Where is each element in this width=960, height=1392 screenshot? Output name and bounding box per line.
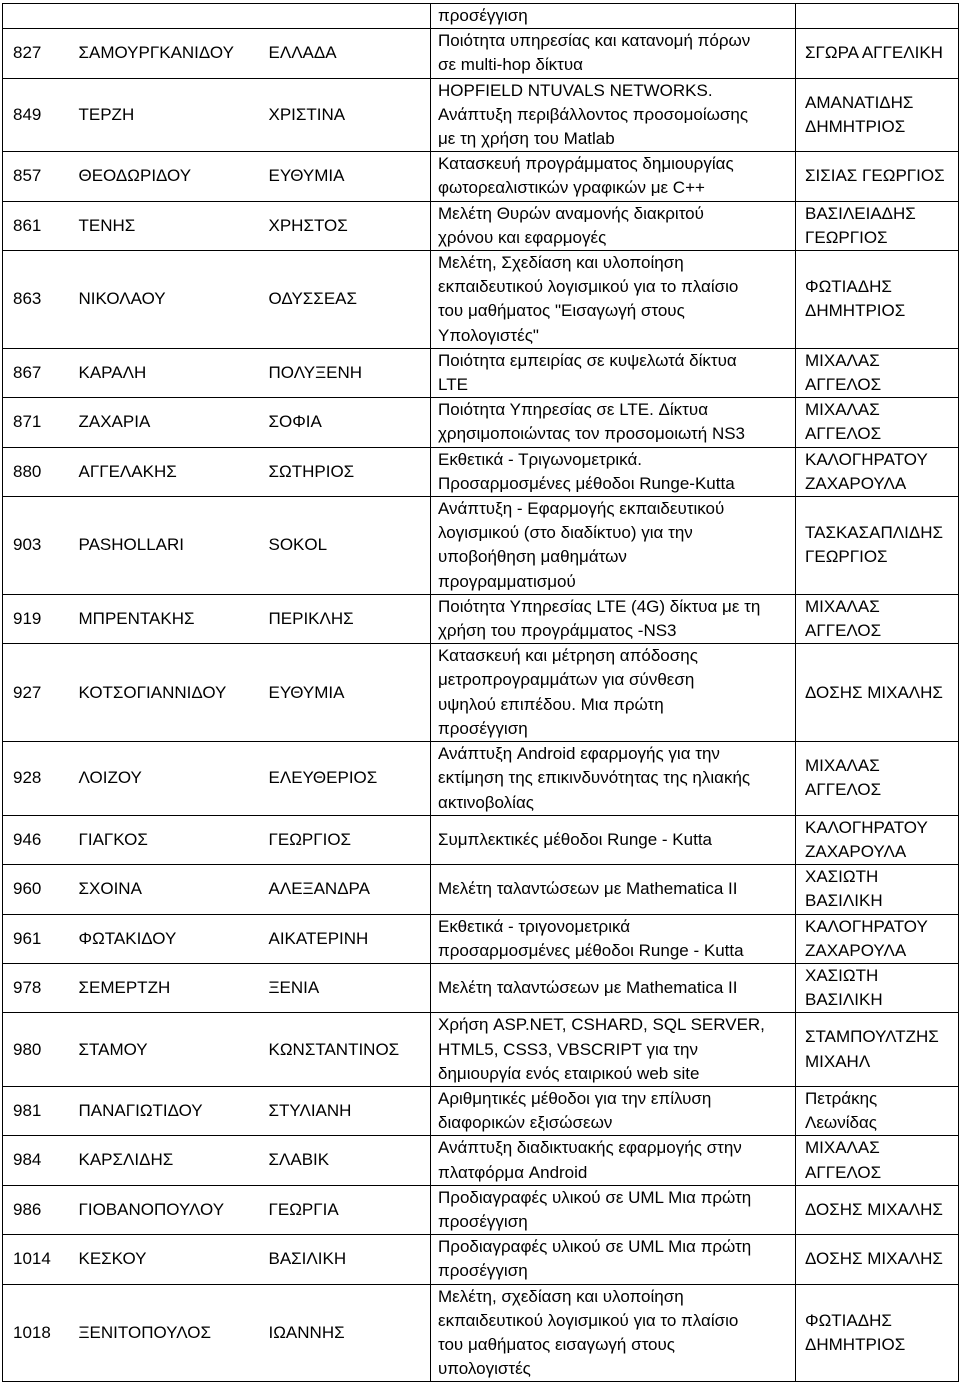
supervisor-name-line: ΔΗΜΗΤΡΙΟΣ — [805, 301, 906, 321]
supervisor-name-line: Λεωνίδας — [805, 1113, 877, 1133]
thesis-title-cell — [431, 152, 796, 201]
student-number-cell: 880 — [3, 447, 71, 496]
table-row — [3, 78, 959, 152]
student-number-cell: 919 — [3, 594, 71, 643]
thesis-title-line: προγραμματισμού — [438, 571, 576, 591]
supervisor-cell — [796, 1235, 959, 1284]
thesis-title-cell — [431, 78, 796, 152]
student-number-cell: 827 — [3, 29, 71, 78]
table-row — [3, 1235, 959, 1284]
student-surname-cell: ΓΙΟΒΑΝΟΠΟΥΛΟΥ — [71, 1185, 263, 1234]
thesis-title-cell — [431, 865, 796, 914]
thesis-title-line: φωτορεαλιστικών γραφικών με C++ — [438, 178, 705, 198]
supervisor-cell — [796, 398, 959, 447]
supervisor-cell — [796, 1013, 959, 1087]
table-row — [3, 963, 959, 1012]
thesis-title-cell — [431, 963, 796, 1012]
thesis-title-cell — [431, 742, 796, 816]
table-row — [3, 251, 959, 349]
thesis-title-cell — [431, 251, 796, 349]
supervisor-name-line: ΖΑΧΑΡΟΥΛΑ — [805, 940, 907, 960]
thesis-title-cell — [431, 1284, 796, 1382]
supervisor-name-line: ΑΓΓΕΛΟΣ — [805, 621, 882, 641]
thesis-title-line: προσέγγιση — [438, 6, 528, 25]
thesis-title-line: μετροπρογραμμάτων για σύνθεση — [438, 670, 695, 690]
thesis-title-line: λογισμικού (στο διαδίκτυο) για την — [438, 523, 693, 543]
student-first-name-cell: ΕΥΘΥΜΙΑ — [263, 644, 431, 742]
supervisor-name-line: ΜΙΧΑΛΑΣ — [805, 596, 880, 616]
student-first-name-cell: ΒΑΣΙΛΙΚΗ — [263, 1235, 431, 1284]
thesis-title-line: Μελέτη Θυρών αναμονής διακριτού — [438, 203, 704, 223]
thesis-title-line: Υπολογιστές" — [438, 325, 539, 345]
supervisor-name-line: ΤΑΣΚΑΣΑΠΛΙΔΗΣ — [805, 523, 943, 543]
thesis-title-line: Συμπλεκτικές μέθοδοι Runge - Kutta — [438, 829, 712, 849]
thesis-title-line: πλατφόρμα Android — [438, 1162, 588, 1182]
student-surname-cell: ΤΕΡΖΗ — [71, 78, 263, 152]
student-first-name-cell: ΚΩΝΣΤΑΝΤΙΝΟΣ — [263, 1013, 431, 1087]
student-first-name-cell: ΣΟΦΙΑ — [263, 398, 431, 447]
thesis-title-cell — [431, 1185, 796, 1234]
supervisor-name-line: ΚΑΛΟΓΗΡΑΤΟΥ — [805, 916, 928, 936]
thesis-title-line: LTE — [438, 375, 468, 395]
thesis-table — [2, 3, 959, 1382]
thesis-title-cell — [431, 1136, 796, 1185]
supervisor-cell — [796, 4, 959, 29]
supervisor-name-line: ΔΟΣΗΣ ΜΙΧΑΛΗΣ — [805, 682, 943, 702]
student-first-name-cell: ΠΟΛΥΞΕΝΗ — [263, 348, 431, 397]
supervisor-name-line: ΧΑΣΙΩΤΗ — [805, 867, 879, 887]
supervisor-cell — [796, 644, 959, 742]
thesis-title-line: προσαρμοσμένες μέθοδοι Runge - Kutta — [438, 940, 744, 960]
thesis-title-line: χρόνου και εφαρμογές — [438, 227, 607, 247]
supervisor-cell — [796, 1086, 959, 1135]
student-first-name-cell: ΕΛΛΑΔΑ — [263, 29, 431, 78]
thesis-title-line: χρήση του προγράμματος -NS3 — [438, 621, 677, 641]
student-number-cell: 867 — [3, 348, 71, 397]
student-number-cell: 861 — [3, 201, 71, 250]
student-surname-cell: ΝΙΚΟΛΑΟΥ — [71, 251, 263, 349]
student-first-name-cell: ΓΕΩΡΓΙΟΣ — [263, 815, 431, 864]
supervisor-cell — [796, 742, 959, 816]
thesis-title-line: ακτινοβολίας — [438, 792, 534, 812]
thesis-title-line: Κατασκευή προγράμματος δημιουργίας — [438, 154, 734, 174]
thesis-title-line: Μελέτη, σχεδίαση και υλοποίηση — [438, 1286, 684, 1306]
thesis-title-line: υπολογιστές — [438, 1359, 531, 1379]
student-number-cell: 960 — [3, 865, 71, 914]
thesis-table-body — [3, 4, 959, 1382]
student-number-cell: 1014 — [3, 1235, 71, 1284]
supervisor-name-line: ΑΓΓΕΛΟΣ — [805, 1162, 882, 1182]
thesis-title-line: υποβοήθηση μαθημάτων — [438, 547, 627, 567]
supervisor-name-line: ΒΑΣΙΛΙΚΗ — [805, 990, 883, 1010]
thesis-title-line: εκτίμηση της επικινδυνότητας της ηλιακής — [438, 768, 751, 788]
student-surname-cell: ΞΕΝΙΤΟΠΟΥΛΟΣ — [71, 1284, 263, 1382]
thesis-title-cell — [431, 201, 796, 250]
thesis-title-line: με τη χρήση του Matlab — [438, 129, 615, 149]
thesis-title-line: Εκθετικά - τριγονομετρικά — [438, 916, 631, 936]
thesis-title-line: HTML5, CSS3, VBSCRIPT για την — [438, 1039, 698, 1059]
thesis-title-line: προσέγγιση — [438, 1261, 528, 1281]
supervisor-cell — [796, 1284, 959, 1382]
thesis-title-line: Ποιότητα Υπηρεσίας LTE (4G) δίκτυα με τη — [438, 596, 761, 616]
thesis-title-line: του μαθήματος "Εισαγωγή στους — [438, 301, 685, 321]
student-first-name-cell: ΕΥΘΥΜΙΑ — [263, 152, 431, 201]
supervisor-cell — [796, 815, 959, 864]
student-first-name-cell: ΣΛΑΒΙΚ — [263, 1136, 431, 1185]
student-surname-cell: ΚΕΣΚΟΥ — [71, 1235, 263, 1284]
table-row — [3, 1284, 959, 1382]
student-surname-cell: ΣΕΜΕΡΤΖΗ — [71, 963, 263, 1012]
thesis-title-line: σε multi-hop δίκτυα — [438, 55, 584, 75]
student-number-cell: 961 — [3, 914, 71, 963]
supervisor-cell — [796, 1185, 959, 1234]
student-first-name-cell: ΞΕΝΙΑ — [263, 963, 431, 1012]
supervisor-name-line: ΚΑΛΟΓΗΡΑΤΟΥ — [805, 817, 928, 837]
supervisor-name-line: ΑΓΓΕΛΟΣ — [805, 424, 882, 444]
student-surname-cell: ΚΑΡΣΛΙΔΗΣ — [71, 1136, 263, 1185]
thesis-title-cell — [431, 447, 796, 496]
supervisor-cell — [796, 865, 959, 914]
table-row — [3, 152, 959, 201]
student-surname-cell: ΣΤΑΜΟΥ — [71, 1013, 263, 1087]
thesis-title-line: Μελέτη ταλαντώσεων με Mathematica II — [438, 978, 738, 998]
thesis-title-line: Ανάπτυξη - Εφαρμογής εκπαιδευτικού — [438, 499, 725, 519]
supervisor-cell — [796, 348, 959, 397]
supervisor-name-line: ΣΤΑΜΠΟΥΛΤΖΗΣ — [805, 1027, 939, 1047]
student-surname-cell: ΘΕΟΔΩΡΙΔΟΥ — [71, 152, 263, 201]
table-row — [3, 447, 959, 496]
thesis-title-cell — [431, 4, 796, 29]
supervisor-name-line: ΦΩΤΙΑΔΗΣ — [805, 277, 892, 297]
table-row — [3, 348, 959, 397]
supervisor-name-line: ΣΓΩΡΑ ΑΓΓΕΛΙΚΗ — [805, 43, 943, 63]
thesis-title-cell — [431, 594, 796, 643]
student-number-cell — [3, 4, 71, 29]
thesis-title-cell — [431, 1235, 796, 1284]
student-surname-cell: ΜΠΡΕΝΤΑΚΗΣ — [71, 594, 263, 643]
thesis-title-line: δημιουργία ενός εταιρικού web site — [438, 1063, 700, 1083]
thesis-title-cell — [431, 348, 796, 397]
thesis-title-cell — [431, 644, 796, 742]
student-surname-cell: PASHOLLARI — [71, 497, 263, 595]
table-row — [3, 29, 959, 78]
table-row — [3, 398, 959, 447]
student-number-cell: 871 — [3, 398, 71, 447]
student-surname-cell: ΚΟΤΣΟΓΙΑΝΝΙΔΟΥ — [71, 644, 263, 742]
student-surname-cell — [71, 4, 263, 29]
supervisor-name-line: ΒΑΣΙΛΙΚΗ — [805, 891, 883, 911]
student-first-name-cell: ΣΩΤΗΡΙΟΣ — [263, 447, 431, 496]
student-surname-cell: ΚΑΡΑΛΗ — [71, 348, 263, 397]
table-row — [3, 1013, 959, 1087]
thesis-title-line: Χρήση ASP.NET, CSHARD, SQL SERVER, — [438, 1015, 765, 1035]
student-number-cell: 946 — [3, 815, 71, 864]
supervisor-cell — [796, 914, 959, 963]
thesis-title-line: εκπαιδευτικού λογισμικού για το πλαίσιο — [438, 277, 739, 297]
thesis-title-line: Ποιότητα υπηρεσίας και κατανομή πόρων — [438, 31, 751, 51]
student-first-name-cell: ΧΡΙΣΤΙΝΑ — [263, 78, 431, 152]
table-row — [3, 1185, 959, 1234]
student-number-cell: 849 — [3, 78, 71, 152]
supervisor-cell — [796, 447, 959, 496]
thesis-title-cell — [431, 815, 796, 864]
thesis-title-line: προσέγγιση — [438, 1211, 528, 1231]
table-row — [3, 644, 959, 742]
student-number-cell: 978 — [3, 963, 71, 1012]
student-number-cell: 927 — [3, 644, 71, 742]
table-row — [3, 914, 959, 963]
supervisor-name-line: ΔΟΣΗΣ ΜΙΧΑΛΗΣ — [805, 1249, 943, 1269]
supervisor-name-line: ΑΜΑΝΑΤΙΔΗΣ — [805, 92, 914, 112]
supervisor-name-line: ΚΑΛΟΓΗΡΑΤΟΥ — [805, 449, 928, 469]
thesis-title-line: Μελέτη ταλαντώσεων με Mathematica II — [438, 879, 738, 899]
supervisor-name-line: ΔΟΣΗΣ ΜΙΧΑΛΗΣ — [805, 1199, 943, 1219]
table-row — [3, 1086, 959, 1135]
thesis-title-line: Αριθμητικές μέθοδοι για την επίλυση — [438, 1088, 712, 1108]
student-number-cell: 986 — [3, 1185, 71, 1234]
supervisor-name-line: ΑΓΓΕΛΟΣ — [805, 375, 882, 395]
supervisor-name-line: ΑΓΓΕΛΟΣ — [805, 780, 882, 800]
thesis-title-cell — [431, 1013, 796, 1087]
thesis-title-line: Ποιότητα εμπειρίας σε κυψελωτά δίκτυα — [438, 350, 737, 370]
thesis-title-cell — [431, 29, 796, 78]
thesis-title-line: Ανάπτυξη περιβάλλοντος προσομοίωσης — [438, 104, 749, 124]
thesis-title-line: υψηλού επιπέδου. Μια πρώτη — [438, 694, 664, 714]
thesis-title-line: Ανάπτυξη Android εφαρμογής για την — [438, 744, 720, 764]
supervisor-name-line: ΜΙΧΑΛΑΣ — [805, 400, 880, 420]
student-first-name-cell: ΑΙΚΑΤΕΡΙΝΗ — [263, 914, 431, 963]
supervisor-name-line: ΓΕΩΡΓΙΟΣ — [805, 227, 888, 247]
student-surname-cell: ΤΕΝΗΣ — [71, 201, 263, 250]
supervisor-name-line: ΓΕΩΡΓΙΟΣ — [805, 547, 888, 567]
supervisor-cell — [796, 251, 959, 349]
thesis-title-line: Κατασκευή και μέτρηση απόδοσης — [438, 646, 698, 666]
student-first-name-cell: ΟΔΥΣΣΕΑΣ — [263, 251, 431, 349]
table-row — [3, 865, 959, 914]
supervisor-name-line: ΜΙΧΑΛΑΣ — [805, 756, 880, 776]
thesis-title-cell — [431, 1086, 796, 1135]
thesis-title-cell — [431, 914, 796, 963]
supervisor-name-line: ΔΗΜΗΤΡΙΟΣ — [805, 1334, 906, 1354]
table-row — [3, 594, 959, 643]
student-surname-cell: ΖΑΧΑΡΙΑ — [71, 398, 263, 447]
supervisor-name-line: ΜΙΧΑΗΛ — [805, 1051, 871, 1071]
supervisor-name-line: ΔΗΜΗΤΡΙΟΣ — [805, 116, 906, 136]
student-first-name-cell: ΓΕΩΡΓΙΑ — [263, 1185, 431, 1234]
thesis-title-line: HOPFIELD NTUVALS NETWORKS. — [438, 80, 713, 100]
thesis-title-line: διαφορικών εξισώσεων — [438, 1113, 613, 1133]
supervisor-name-line: ΖΑΧΑΡΟΥΛΑ — [805, 841, 907, 861]
student-number-cell: 857 — [3, 152, 71, 201]
student-number-cell: 903 — [3, 497, 71, 595]
thesis-title-line: Ποιότητα Υπηρεσίας σε LTE. Δίκτυα — [438, 400, 709, 420]
student-surname-cell: ΛΟΙΖΟΥ — [71, 742, 263, 816]
supervisor-name-line: ΣΙΣΙΑΣ ΓΕΩΡΓΙΟΣ — [805, 166, 945, 186]
student-surname-cell: ΑΓΓΕΛΑΚΗΣ — [71, 447, 263, 496]
supervisor-name-line: ΖΑΧΑΡΟΥΛΑ — [805, 473, 907, 493]
thesis-title-cell — [431, 398, 796, 447]
supervisor-cell — [796, 152, 959, 201]
supervisor-cell — [796, 201, 959, 250]
supervisor-cell — [796, 963, 959, 1012]
table-row — [3, 815, 959, 864]
thesis-title-line: Εκθετικά - Τριγωνομετρικά. — [438, 449, 643, 469]
student-surname-cell: ΓΙΑΓΚΟΣ — [71, 815, 263, 864]
supervisor-name-line: Πετράκης — [805, 1088, 878, 1108]
supervisor-name-line: ΦΩΤΙΑΔΗΣ — [805, 1310, 892, 1330]
thesis-title-line: εκπαιδευτικού λογισμικού για το πλαίσιο — [438, 1310, 739, 1330]
student-first-name-cell — [263, 4, 431, 29]
table-row — [3, 742, 959, 816]
supervisor-cell — [796, 1136, 959, 1185]
student-first-name-cell: ΙΩΑΝΝΗΣ — [263, 1284, 431, 1382]
student-first-name-cell: ΧΡΗΣΤΟΣ — [263, 201, 431, 250]
thesis-title-line: Προσαρμοσμένες μέθοδοι Runge-Kutta — [438, 473, 735, 493]
table-row — [3, 201, 959, 250]
student-number-cell: 863 — [3, 251, 71, 349]
table-row — [3, 4, 959, 29]
student-first-name-cell: SOKOL — [263, 497, 431, 595]
thesis-title-line: χρησιμοποιώντας τον προσομοιωτή NS3 — [438, 424, 746, 444]
thesis-title-line: Προδιαγραφές υλικού σε UML Μια πρώτη — [438, 1187, 752, 1207]
thesis-title-line: του μαθήματος εισαγωγή στους — [438, 1334, 675, 1354]
student-first-name-cell: ΕΛΕΥΘΕΡΙΟΣ — [263, 742, 431, 816]
supervisor-name-line: ΜΙΧΑΛΑΣ — [805, 1138, 880, 1158]
student-surname-cell: ΣΧΟΙΝΑ — [71, 865, 263, 914]
student-first-name-cell: ΑΛΕΞΑΝΔΡΑ — [263, 865, 431, 914]
supervisor-cell — [796, 29, 959, 78]
thesis-title-line: προσέγγιση — [438, 718, 528, 738]
supervisor-name-line: ΜΙΧΑΛΑΣ — [805, 350, 880, 370]
thesis-title-line: Προδιαγραφές υλικού σε UML Μια πρώτη — [438, 1237, 752, 1257]
student-number-cell: 981 — [3, 1086, 71, 1135]
thesis-title-line: Μελέτη, Σχεδίαση και υλοποίηση — [438, 253, 684, 273]
student-surname-cell: ΣΑΜΟΥΡΓΚΑΝΙΔΟΥ — [71, 29, 263, 78]
table-row — [3, 497, 959, 595]
student-surname-cell: ΦΩΤΑΚΙΔΟΥ — [71, 914, 263, 963]
student-first-name-cell: ΣΤΥΛΙΑΝΗ — [263, 1086, 431, 1135]
table-row — [3, 1136, 959, 1185]
supervisor-cell — [796, 594, 959, 643]
student-number-cell: 928 — [3, 742, 71, 816]
student-number-cell: 984 — [3, 1136, 71, 1185]
student-first-name-cell: ΠΕΡΙΚΛΗΣ — [263, 594, 431, 643]
supervisor-cell — [796, 78, 959, 152]
supervisor-name-line: ΧΑΣΙΩΤΗ — [805, 965, 879, 985]
student-number-cell: 1018 — [3, 1284, 71, 1382]
thesis-title-line: Ανάπτυξη διαδικτυακής εφαρμογής στην — [438, 1138, 742, 1158]
student-surname-cell: ΠΑΝΑΓΙΩΤΙΔΟΥ — [71, 1086, 263, 1135]
student-number-cell: 980 — [3, 1013, 71, 1087]
supervisor-cell — [796, 497, 959, 595]
supervisor-name-line: ΒΑΣΙΛΕΙΑΔΗΣ — [805, 203, 916, 223]
thesis-title-cell — [431, 497, 796, 595]
